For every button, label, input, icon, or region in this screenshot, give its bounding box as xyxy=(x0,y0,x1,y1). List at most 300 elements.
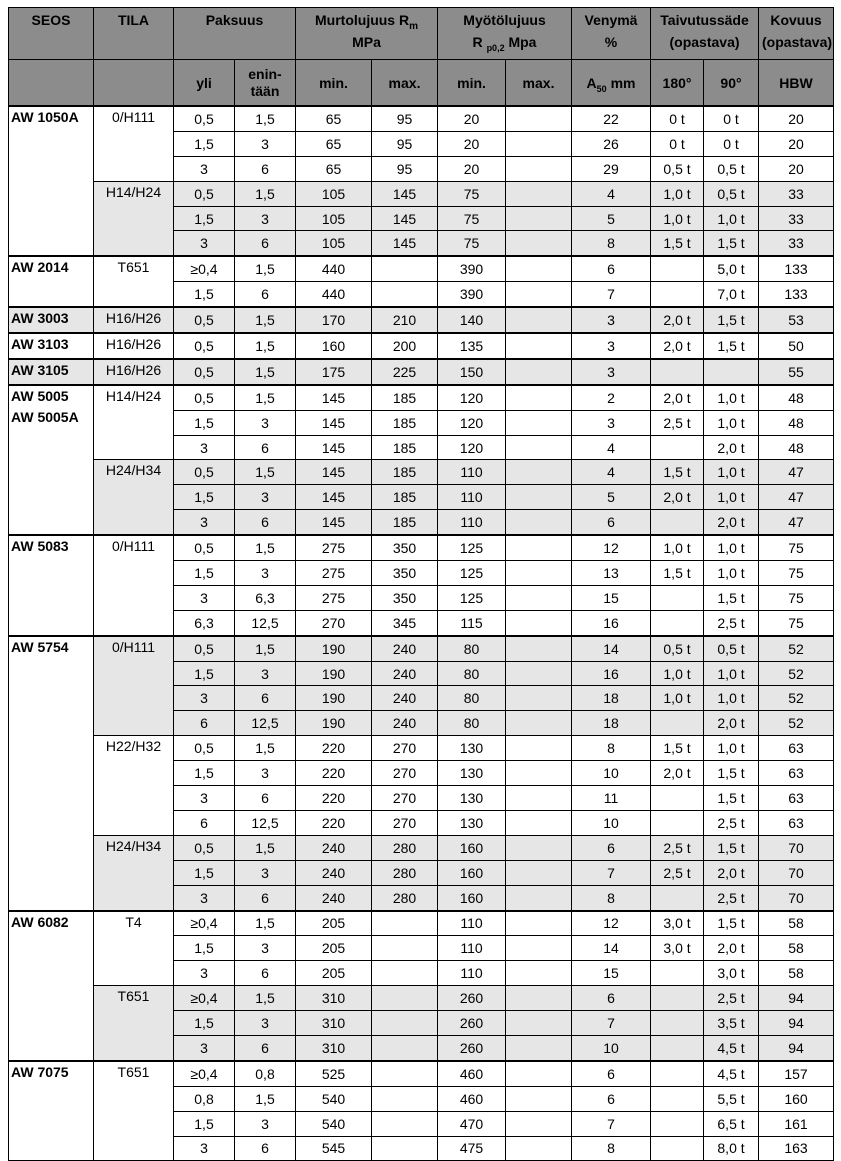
cell-enintaan: 1,5 xyxy=(235,911,296,936)
cell-rm-max: 185 xyxy=(372,435,438,460)
cell-yli: 1,5 xyxy=(174,561,235,586)
header-rm-min: min. xyxy=(296,60,372,107)
cell-a50: 12 xyxy=(572,911,651,936)
cell-enintaan: 3 xyxy=(235,410,296,435)
cell-bend-180: 2,5 t xyxy=(651,410,704,435)
cell-hbw: 52 xyxy=(759,661,834,686)
cell-enintaan: 1,5 xyxy=(235,535,296,560)
cell-a50: 11 xyxy=(572,786,651,811)
seos-cell xyxy=(9,1061,94,1161)
cell-rm-max: 185 xyxy=(372,410,438,435)
cell-bend-90: 1,5 t xyxy=(704,835,759,860)
cell-bend-180 xyxy=(651,359,704,385)
cell-bend-90: 1,0 t xyxy=(704,561,759,586)
tila-cell: H16/H26 xyxy=(94,359,174,385)
cell-rm-min: 440 xyxy=(296,282,372,307)
cell-bend-180: 2,5 t xyxy=(651,860,704,885)
cell-rm-min: 105 xyxy=(296,231,372,256)
cell-hbw: 63 xyxy=(759,786,834,811)
cell-rm-min: 220 xyxy=(296,761,372,786)
cell-yli: 1,5 xyxy=(174,1011,235,1036)
cell-rm-min: 275 xyxy=(296,585,372,610)
cell-rp-max xyxy=(506,1061,572,1086)
cell-a50: 10 xyxy=(572,810,651,835)
header-taivutussade: Taivutussäde (opastava) xyxy=(651,8,759,60)
cell-rm-max: 280 xyxy=(372,885,438,910)
cell-rm-max xyxy=(372,1086,438,1111)
table-row xyxy=(9,986,834,1011)
cell-rp-min: 115 xyxy=(438,610,506,635)
cell-rm-min: 145 xyxy=(296,410,372,435)
cell-bend-90: 6,5 t xyxy=(704,1111,759,1136)
cell-bend-180: 3,0 t xyxy=(651,911,704,936)
cell-rp-min: 130 xyxy=(438,761,506,786)
cell-rp-min: 80 xyxy=(438,636,506,661)
cell-hbw: 58 xyxy=(759,936,834,961)
cell-rm-max xyxy=(372,256,438,281)
cell-bend-90: 1,5 t xyxy=(704,307,759,333)
cell-rm-max xyxy=(372,1111,438,1136)
cell-a50: 29 xyxy=(572,156,651,181)
cell-a50: 7 xyxy=(572,860,651,885)
cell-a50: 4 xyxy=(572,460,651,485)
cell-yli: 0,5 xyxy=(174,385,235,410)
cell-a50: 14 xyxy=(572,936,651,961)
cell-yli: 1,5 xyxy=(174,661,235,686)
cell-bend-90: 8,0 t xyxy=(704,1136,759,1161)
cell-rp-max xyxy=(506,835,572,860)
cell-yli: 1,5 xyxy=(174,936,235,961)
header-tila: TILA xyxy=(94,8,174,60)
cell-bend-180: 3,0 t xyxy=(651,936,704,961)
seos-cell xyxy=(9,106,94,256)
cell-hbw: 94 xyxy=(759,1035,834,1060)
cell-rp-min: 160 xyxy=(438,860,506,885)
cell-bend-90: 2,0 t xyxy=(704,435,759,460)
cell-bend-90: 2,5 t xyxy=(704,986,759,1011)
cell-rp-min: 110 xyxy=(438,460,506,485)
cell-rp-min: 140 xyxy=(438,307,506,333)
cell-bend-180 xyxy=(651,885,704,910)
cell-rp-max xyxy=(506,206,572,231)
cell-hbw: 48 xyxy=(759,385,834,410)
cell-bend-90: 1,0 t xyxy=(704,410,759,435)
cell-rm-max: 270 xyxy=(372,761,438,786)
cell-hbw: 52 xyxy=(759,636,834,661)
cell-rp-max xyxy=(506,1035,572,1060)
cell-enintaan: 1,5 xyxy=(235,385,296,410)
cell-bend-180: 1,0 t xyxy=(651,535,704,560)
cell-yli: 0,5 xyxy=(174,333,235,359)
cell-enintaan: 6 xyxy=(235,885,296,910)
cell-rp-max xyxy=(506,156,572,181)
cell-bend-180 xyxy=(651,610,704,635)
cell-rm-max: 225 xyxy=(372,359,438,385)
cell-rm-min: 220 xyxy=(296,786,372,811)
cell-yli: 0,8 xyxy=(174,1086,235,1111)
cell-hbw: 53 xyxy=(759,307,834,333)
header-hbw: HBW xyxy=(759,60,834,107)
cell-enintaan: 12,5 xyxy=(235,610,296,635)
cell-a50: 7 xyxy=(572,282,651,307)
cell-rm-max: 350 xyxy=(372,585,438,610)
cell-rp-min: 120 xyxy=(438,385,506,410)
header-tila-sub xyxy=(94,60,174,107)
cell-rp-min: 80 xyxy=(438,711,506,736)
cell-bend-90: 2,0 t xyxy=(704,711,759,736)
cell-bend-90: 1,0 t xyxy=(704,206,759,231)
cell-rp-min: 130 xyxy=(438,736,506,761)
table-row xyxy=(9,385,834,410)
cell-rp-max xyxy=(506,1086,572,1111)
cell-rp-max xyxy=(506,282,572,307)
cell-enintaan: 3 xyxy=(235,860,296,885)
cell-bend-180: 2,0 t xyxy=(651,385,704,410)
tila-cell: H14/H24 xyxy=(94,385,174,460)
seos-label: AW 2014 xyxy=(11,259,69,276)
cell-hbw: 75 xyxy=(759,610,834,635)
cell-rp-max xyxy=(506,786,572,811)
cell-rm-max: 270 xyxy=(372,810,438,835)
cell-hbw: 63 xyxy=(759,736,834,761)
cell-hbw: 70 xyxy=(759,885,834,910)
cell-rm-min: 205 xyxy=(296,961,372,986)
cell-enintaan: 1,5 xyxy=(235,333,296,359)
cell-enintaan: 1,5 xyxy=(235,835,296,860)
cell-enintaan: 0,8 xyxy=(235,1061,296,1086)
cell-hbw: 75 xyxy=(759,585,834,610)
cell-bend-90: 0 t xyxy=(704,131,759,156)
cell-rp-min: 470 xyxy=(438,1111,506,1136)
cell-yli: 1,5 xyxy=(174,860,235,885)
cell-a50: 14 xyxy=(572,636,651,661)
cell-bend-180: 1,5 t xyxy=(651,736,704,761)
cell-rm-max: 95 xyxy=(372,156,438,181)
cell-yli: 3 xyxy=(174,156,235,181)
cell-rm-min: 105 xyxy=(296,181,372,206)
cell-rm-max: 95 xyxy=(372,131,438,156)
seos-label: AW 5754 xyxy=(11,638,69,655)
cell-enintaan: 1,5 xyxy=(235,307,296,333)
cell-yli: ≥0,4 xyxy=(174,256,235,281)
header-180: 180° xyxy=(651,60,704,107)
cell-rm-min: 65 xyxy=(296,156,372,181)
cell-rm-min: 205 xyxy=(296,936,372,961)
tila-cell: 0/H111 xyxy=(94,535,174,636)
cell-hbw: 48 xyxy=(759,410,834,435)
cell-yli: 3 xyxy=(174,435,235,460)
cell-rm-min: 545 xyxy=(296,1136,372,1161)
cell-rp-max xyxy=(506,860,572,885)
cell-rm-min: 145 xyxy=(296,385,372,410)
cell-rp-max xyxy=(506,435,572,460)
table-row xyxy=(9,1061,834,1086)
cell-bend-180 xyxy=(651,1035,704,1060)
cell-rm-max: 350 xyxy=(372,561,438,586)
cell-rp-max xyxy=(506,936,572,961)
cell-bend-90: 1,0 t xyxy=(704,535,759,560)
cell-enintaan: 6 xyxy=(235,231,296,256)
cell-rm-max xyxy=(372,1136,438,1161)
cell-yli: 3 xyxy=(174,686,235,711)
cell-enintaan: 12,5 xyxy=(235,711,296,736)
seos-cell xyxy=(9,385,94,535)
cell-bend-90: 3,0 t xyxy=(704,961,759,986)
cell-enintaan: 6 xyxy=(235,961,296,986)
cell-a50: 8 xyxy=(572,1136,651,1161)
cell-rp-max xyxy=(506,911,572,936)
cell-rp-min: 130 xyxy=(438,810,506,835)
cell-bend-180 xyxy=(651,961,704,986)
cell-hbw: 94 xyxy=(759,1011,834,1036)
cell-rm-min: 190 xyxy=(296,686,372,711)
cell-hbw: 55 xyxy=(759,359,834,385)
cell-rm-min: 105 xyxy=(296,206,372,231)
cell-enintaan: 6,3 xyxy=(235,585,296,610)
cell-a50: 2 xyxy=(572,385,651,410)
cell-rp-min: 150 xyxy=(438,359,506,385)
cell-yli: 6 xyxy=(174,711,235,736)
cell-rm-max: 280 xyxy=(372,835,438,860)
cell-bend-180: 2,5 t xyxy=(651,835,704,860)
cell-rm-max: 240 xyxy=(372,661,438,686)
cell-bend-180: 0,5 t xyxy=(651,156,704,181)
cell-bend-180: 1,0 t xyxy=(651,181,704,206)
cell-bend-90: 1,5 t xyxy=(704,231,759,256)
cell-rp-min: 475 xyxy=(438,1136,506,1161)
cell-rm-max xyxy=(372,961,438,986)
cell-rp-min: 390 xyxy=(438,282,506,307)
cell-a50: 4 xyxy=(572,435,651,460)
cell-rp-max xyxy=(506,636,572,661)
cell-a50: 16 xyxy=(572,661,651,686)
cell-rp-min: 75 xyxy=(438,231,506,256)
seos-label: AW 3103 xyxy=(11,336,69,353)
cell-rp-min: 390 xyxy=(438,256,506,281)
cell-bend-180: 0 t xyxy=(651,106,704,131)
alloy-properties-table xyxy=(8,7,834,1161)
cell-bend-90: 1,5 t xyxy=(704,911,759,936)
cell-rp-min: 110 xyxy=(438,911,506,936)
cell-rp-max xyxy=(506,761,572,786)
cell-enintaan: 3 xyxy=(235,761,296,786)
cell-bend-90: 2,0 t xyxy=(704,936,759,961)
cell-a50: 22 xyxy=(572,106,651,131)
cell-enintaan: 1,5 xyxy=(235,460,296,485)
cell-rp-max xyxy=(506,711,572,736)
cell-rp-min: 125 xyxy=(438,561,506,586)
cell-hbw: 133 xyxy=(759,256,834,281)
cell-rp-max xyxy=(506,1111,572,1136)
cell-bend-90: 7,0 t xyxy=(704,282,759,307)
cell-a50: 3 xyxy=(572,359,651,385)
cell-enintaan: 3 xyxy=(235,1011,296,1036)
cell-enintaan: 3 xyxy=(235,1111,296,1136)
cell-rp-max xyxy=(506,810,572,835)
seos-cell xyxy=(9,911,94,1061)
cell-hbw: 47 xyxy=(759,460,834,485)
seos-label: AW 5083 xyxy=(11,538,69,555)
cell-bend-90 xyxy=(704,359,759,385)
seos-label: AW 7075 xyxy=(11,1063,69,1080)
cell-a50: 6 xyxy=(572,1086,651,1111)
cell-rp-min: 460 xyxy=(438,1086,506,1111)
cell-enintaan: 6 xyxy=(235,282,296,307)
cell-rm-min: 310 xyxy=(296,1035,372,1060)
cell-hbw: 33 xyxy=(759,181,834,206)
cell-yli: 0,5 xyxy=(174,181,235,206)
cell-a50: 18 xyxy=(572,686,651,711)
cell-hbw: 160 xyxy=(759,1086,834,1111)
cell-bend-90: 4,5 t xyxy=(704,1061,759,1086)
cell-rp-max xyxy=(506,181,572,206)
cell-rp-min: 110 xyxy=(438,961,506,986)
cell-rm-max xyxy=(372,936,438,961)
cell-rp-min: 20 xyxy=(438,106,506,131)
cell-rp-min: 125 xyxy=(438,585,506,610)
cell-hbw: 33 xyxy=(759,206,834,231)
seos-label: AW 1050A xyxy=(11,109,79,125)
cell-rm-min: 220 xyxy=(296,810,372,835)
cell-bend-90: 1,5 t xyxy=(704,585,759,610)
cell-rm-max: 240 xyxy=(372,636,438,661)
cell-rm-min: 190 xyxy=(296,636,372,661)
cell-hbw: 20 xyxy=(759,156,834,181)
cell-yli: 1,5 xyxy=(174,485,235,510)
table-row xyxy=(9,535,834,560)
cell-rp-min: 460 xyxy=(438,1061,506,1086)
cell-rp-min: 120 xyxy=(438,410,506,435)
cell-yli: 0,5 xyxy=(174,307,235,333)
cell-rm-min: 145 xyxy=(296,485,372,510)
cell-rp-max xyxy=(506,510,572,535)
cell-hbw: 63 xyxy=(759,761,834,786)
cell-rp-min: 260 xyxy=(438,986,506,1011)
cell-enintaan: 3 xyxy=(235,131,296,156)
cell-enintaan: 6 xyxy=(235,156,296,181)
seos-label: AW 3105 xyxy=(11,361,69,378)
cell-rm-max: 185 xyxy=(372,485,438,510)
cell-rp-max xyxy=(506,1136,572,1161)
table-row xyxy=(9,460,834,485)
tila-cell: T651 xyxy=(94,986,174,1061)
cell-hbw: 47 xyxy=(759,485,834,510)
cell-yli: 6 xyxy=(174,810,235,835)
cell-a50: 15 xyxy=(572,585,651,610)
cell-rm-min: 145 xyxy=(296,435,372,460)
cell-hbw: 161 xyxy=(759,1111,834,1136)
cell-rp-max xyxy=(506,986,572,1011)
cell-rp-max xyxy=(506,610,572,635)
cell-enintaan: 1,5 xyxy=(235,986,296,1011)
cell-rp-max xyxy=(506,961,572,986)
cell-hbw: 48 xyxy=(759,435,834,460)
cell-bend-90: 1,5 t xyxy=(704,786,759,811)
cell-a50: 3 xyxy=(572,333,651,359)
cell-bend-90: 2,0 t xyxy=(704,860,759,885)
cell-rp-min: 160 xyxy=(438,885,506,910)
cell-rp-min: 120 xyxy=(438,435,506,460)
cell-rm-max: 145 xyxy=(372,181,438,206)
cell-yli: 1,5 xyxy=(174,282,235,307)
cell-rp-min: 20 xyxy=(438,156,506,181)
cell-hbw: 94 xyxy=(759,986,834,1011)
header-seos-sub xyxy=(9,60,94,107)
cell-rm-max xyxy=(372,1061,438,1086)
cell-rm-max xyxy=(372,1011,438,1036)
cell-hbw: 20 xyxy=(759,131,834,156)
cell-enintaan: 6 xyxy=(235,1035,296,1060)
cell-bend-180: 0,5 t xyxy=(651,636,704,661)
cell-rm-max xyxy=(372,911,438,936)
cell-bend-180 xyxy=(651,256,704,281)
header-rp-min: min. xyxy=(438,60,506,107)
cell-rm-min: 220 xyxy=(296,736,372,761)
cell-yli: 3 xyxy=(174,1136,235,1161)
cell-enintaan: 6 xyxy=(235,1136,296,1161)
table-row xyxy=(9,359,834,385)
cell-rp-max xyxy=(506,460,572,485)
cell-bend-90: 1,5 t xyxy=(704,333,759,359)
cell-enintaan: 12,5 xyxy=(235,810,296,835)
cell-bend-180 xyxy=(651,585,704,610)
header-enintaan: enin- tään xyxy=(235,60,296,107)
cell-bend-180: 2,0 t xyxy=(651,485,704,510)
cell-enintaan: 1,5 xyxy=(235,636,296,661)
cell-rp-min: 130 xyxy=(438,786,506,811)
cell-rp-max xyxy=(506,385,572,410)
cell-hbw: 133 xyxy=(759,282,834,307)
cell-bend-90: 2,5 t xyxy=(704,885,759,910)
cell-a50: 26 xyxy=(572,131,651,156)
cell-rm-max: 210 xyxy=(372,307,438,333)
table-header xyxy=(9,8,834,107)
cell-rp-max xyxy=(506,1011,572,1036)
cell-rm-min: 190 xyxy=(296,661,372,686)
cell-bend-90: 5,0 t xyxy=(704,256,759,281)
cell-bend-90: 1,0 t xyxy=(704,485,759,510)
table-row xyxy=(9,181,834,206)
cell-rp-max xyxy=(506,231,572,256)
cell-bend-90: 1,5 t xyxy=(704,761,759,786)
cell-rm-min: 170 xyxy=(296,307,372,333)
cell-bend-180 xyxy=(651,786,704,811)
cell-rp-min: 125 xyxy=(438,535,506,560)
cell-a50: 13 xyxy=(572,561,651,586)
seos-label: AW 6082 xyxy=(11,913,69,930)
cell-rm-max: 270 xyxy=(372,786,438,811)
cell-yli: 1,5 xyxy=(174,131,235,156)
cell-a50: 8 xyxy=(572,885,651,910)
seos-cell xyxy=(9,333,94,359)
tila-cell: H24/H34 xyxy=(94,460,174,535)
cell-rp-max xyxy=(506,885,572,910)
cell-rm-min: 65 xyxy=(296,106,372,131)
cell-hbw: 63 xyxy=(759,810,834,835)
cell-rm-max: 145 xyxy=(372,231,438,256)
cell-a50: 16 xyxy=(572,610,651,635)
cell-rp-min: 135 xyxy=(438,333,506,359)
cell-hbw: 157 xyxy=(759,1061,834,1086)
cell-bend-90: 4,5 t xyxy=(704,1035,759,1060)
cell-yli: 1,5 xyxy=(174,206,235,231)
table-body xyxy=(9,106,834,1161)
tila-cell: H22/H32 xyxy=(94,736,174,836)
cell-rm-min: 160 xyxy=(296,333,372,359)
cell-a50: 10 xyxy=(572,761,651,786)
cell-rp-min: 75 xyxy=(438,181,506,206)
cell-enintaan: 6 xyxy=(235,786,296,811)
